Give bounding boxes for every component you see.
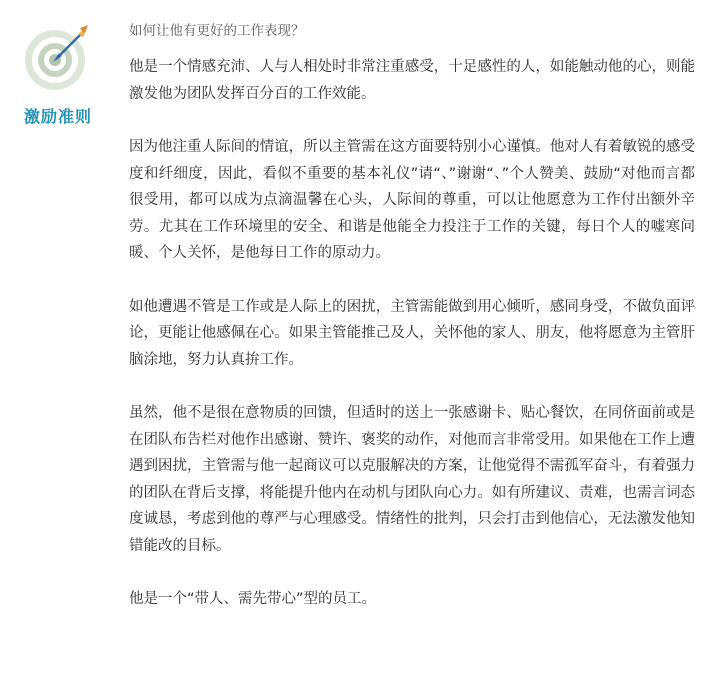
paragraph-2: 因为他注重人际间的情谊，所以主管需在这方面要特别小心谨慎。他对人有着敏锐的感受度和纤细度，因此，看似不重要的基本礼仪”请“、”谢谢“、”个人赞美、鼓励“对他而言都很受用，都可以成为点滴温馨在心头，人际间的尊重，可以让他愿意为工作付出额外辛劳。尤其在工作环境里的安全、和谐是他能全力投注于工作的关键，每日个人的嘘寒问暖、个人关怀，是他每日工作的原动力。	[129, 139, 695, 261]
question-heading: 如何让他有更好的工作表现？	[129, 23, 305, 39]
paragraph-1: 他是一个情感充沛、人与人相处时非常注重感受，十足感性的人，如能触动他的心，则能激发他为团队发挥百分百的工作效能。	[129, 59, 695, 102]
paragraph-gap	[129, 107, 695, 134]
paragraph-3: 如他遭遇不管是工作或是人际上的困扰，主管需能做到用心倾听，感同身受，不做负面评论，更能让他感佩在心。如果主管能推己及人，关怀他的家人、朋友，他将愿意为主管肝脑涂地，努力认真拚工作。	[129, 298, 695, 368]
paragraph-5: 他是一个“带人、需先带心”型的员工。	[129, 591, 377, 607]
main-content	[129, 21, 695, 613]
target-with-arrow-icon	[22, 22, 92, 92]
paragraph-4: 虽然，他不是很在意物质的回馈，但适时的送上一张感谢卡、贴心餐饮，在同侪面前或是在团队布告栏对他作出感谢、赞许、褒奖的动作，对他而言非常受用。如果他在工作上遭遇到困扰，主管需与他一起商议可以克服解决的方案，让他觉得不需孤军奋斗，有着强力的团队在背后支撑，将能提升他内在动机与团队向心力。如有所建议、责难，也需言词态度诚恳，考虑到他的尊严与心理感受。情绪性的批判，只会打击到他信心，无法激发他知错能改的目标。	[129, 405, 695, 554]
paragraph-gap	[129, 373, 695, 400]
section-title: 激励准则	[24, 107, 93, 126]
paragraph-gap	[129, 267, 695, 294]
paragraph-gap	[129, 559, 695, 586]
